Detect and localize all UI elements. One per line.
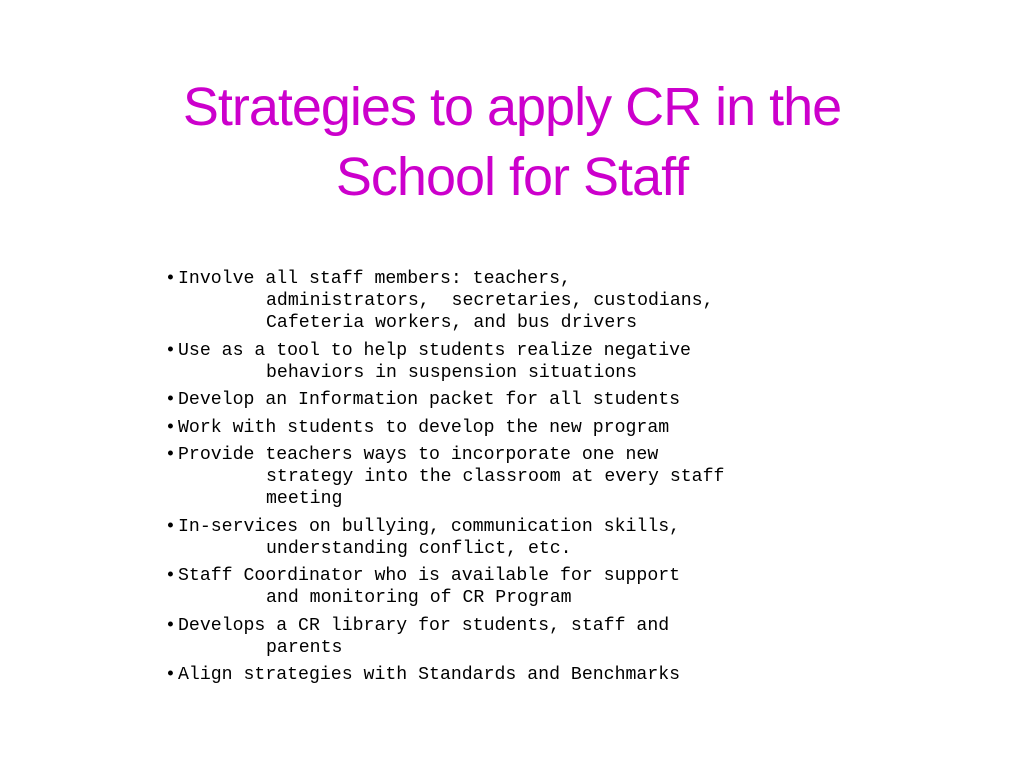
bullet-text: administrators, secretaries, custodians, [266, 291, 714, 311]
bullet-text: Develop an Information packet for all students [178, 390, 681, 410]
bullet-item-in-services [165, 516, 885, 560]
bullet-text: behaviors in suspension situations [266, 362, 638, 383]
bullet-item-cr-library [165, 615, 885, 659]
bullet-text: and monitoring of CR Program [266, 588, 572, 608]
bullet-icon: • [165, 665, 176, 685]
bullet-list [165, 268, 885, 692]
bullet-item-staff-coordinator [165, 565, 885, 609]
bullet-text: Staff Coordinator who is available for support [178, 566, 681, 586]
bullet-icon: • [165, 417, 176, 438]
bullet-item-information-packet [165, 389, 885, 411]
title-line-2: School for Staff [335, 147, 689, 207]
bullet-text: parents [266, 637, 343, 658]
bullet-text: In-services on bullying, communication skills, [178, 516, 681, 537]
bullet-text: Provide teachers ways to incorporate one new [178, 445, 659, 465]
bullet-icon: • [165, 340, 176, 361]
bullet-text: understanding conflict, etc. [266, 538, 572, 559]
bullet-text: Work with students to develop the new program [178, 417, 670, 438]
bullet-text: Align strategies with Standards and Benchmarks [178, 665, 681, 685]
bullet-text: Involve all staff members: teachers, [178, 269, 571, 289]
bullet-text: Develops a CR library for students, staff and [178, 615, 670, 636]
bullet-icon: • [165, 615, 176, 636]
bullet-text: strategy into the classroom at every staff [266, 467, 725, 487]
bullet-text: Use as a tool to help students realize negative [178, 340, 691, 361]
bullet-item-involve-staff [165, 268, 885, 334]
bullet-icon: • [165, 445, 176, 465]
bullet-icon: • [165, 390, 176, 410]
bullet-item-use-as-tool [165, 340, 885, 384]
bullet-text: meeting [266, 489, 343, 509]
bullet-item-work-with-students [165, 417, 885, 439]
bullet-icon: • [165, 516, 176, 537]
title-line-1: Strategies to apply CR in the [182, 77, 842, 137]
bullet-icon: • [165, 269, 176, 289]
bullet-text: Cafeteria workers, and bus drivers [266, 313, 638, 333]
slide-title [0, 72, 1024, 212]
bullet-icon: • [165, 566, 176, 586]
bullet-item-provide-teachers [165, 444, 885, 510]
bullet-item-align-strategies [165, 664, 885, 686]
